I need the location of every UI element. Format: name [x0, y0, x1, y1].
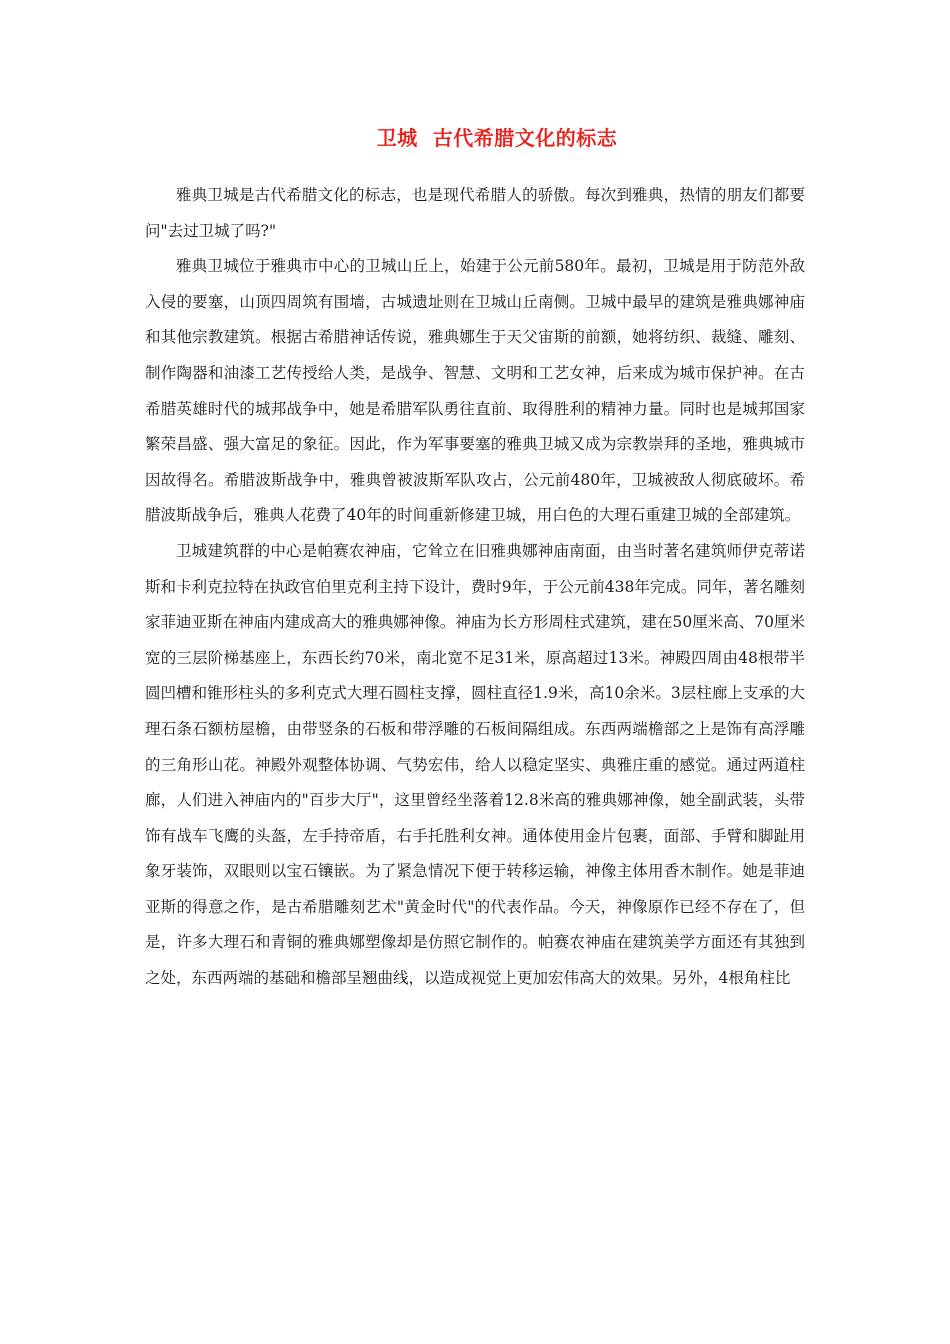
- paragraph-intro: 雅典卫城是古代希腊文化的标志，也是现代希腊人的骄傲。每次到雅典，热情的朋友们都要问"去过卫城了吗?": [145, 186, 805, 240]
- paragraph-history: 雅典卫城位于雅典市中心的卫城山丘上，始建于公元前580年。最初，卫城是用于防范外敌入侵的要塞，山顶四周筑有围墙，古城遗址则在卫城山丘南侧。卫城中最早的建筑是雅典娜神庙和其他宗教建筑。根据古希腊神话传说，雅典娜生于天父宙斯的前额，她将纺织、裁缝、雕刻、制作陶器和油漆工艺传授给人类，是战争、智慧、文明和工艺女神，后来成为城市保护神。在古希腊英雄时代的城邦战争中，她是希腊军队勇往直前、取得胜利的精神力量。同时也是城邦国家繁荣昌盛、强大富足的象征。因此，作为军事要塞的雅典卫城又成为宗教崇拜的圣地，雅典城市因故得名。希腊波斯战争中，雅典曾被波斯军队攻占，公元前480年，卫城被敌人彻底破坏。希腊波斯战争后，雅典人花费了40年的时间重新修建卫城，用白色的大理石重建卫城的全部建筑。: [145, 257, 805, 525]
- paragraph-parthenon: 卫城建筑群的中心是帕赛农神庙，它耸立在旧雅典娜神庙南面，由当时著名建筑师伊克蒂诺斯和卡利克拉特在执政官伯里克利主持下设计，费时9年，于公元前438年完成。同年，著名雕刻家菲迪亚斯在神庙内建成高大的雅典娜神像。神庙为长方形周柱式建筑，建在50厘米高、70厘米宽的三层阶梯基座上，东西长约70米，南北宽不足31米，原高超过13米。神殿四周由48根带半圆凹槽和锥形柱头的多利克式大理石圆柱支撑，圆柱直径1.9米，高10余米。3层柱廊上支承的大理石条石额枋屋檐，由带竖条的石板和带浮雕的石板间隔组成。东西两端檐部之上是饰有高浮雕的三角形山花。神殿外观整体协调、气势宏伟，给人以稳定坚实、典雅庄重的感觉。通过两道柱廊，人们进入神庙内的"百步大厅"，这里曾经坐落着12.8米高的雅典娜神像，她全副武装，头带饰有战车飞鹰的头盔，左手持帝盾，右手托胜利女神。通体使用金片包裹，面部、手臂和脚趾用象牙装饰，双眼则以宝石镶嵌。为了紧急情况下便于转移运输，神像主体用香木制作。她是菲迪亚斯的得意之作，是古希腊雕刻艺术"黄金时代"的代表作品。今天，神像原作已经不存在了，但是，许多大理石和青铜的雅典娜塑像却是仿照它制作的。帕赛农神庙在建筑美学方面还有其独到之处，东西两端的基础和檐部呈翘曲线，以造成视觉上更加宏伟高大的效果。另外，4根角柱比: [145, 541, 805, 988]
- page-title: 卫城 古代希腊文化的标志: [376, 126, 618, 150]
- article-body: [145, 178, 805, 997]
